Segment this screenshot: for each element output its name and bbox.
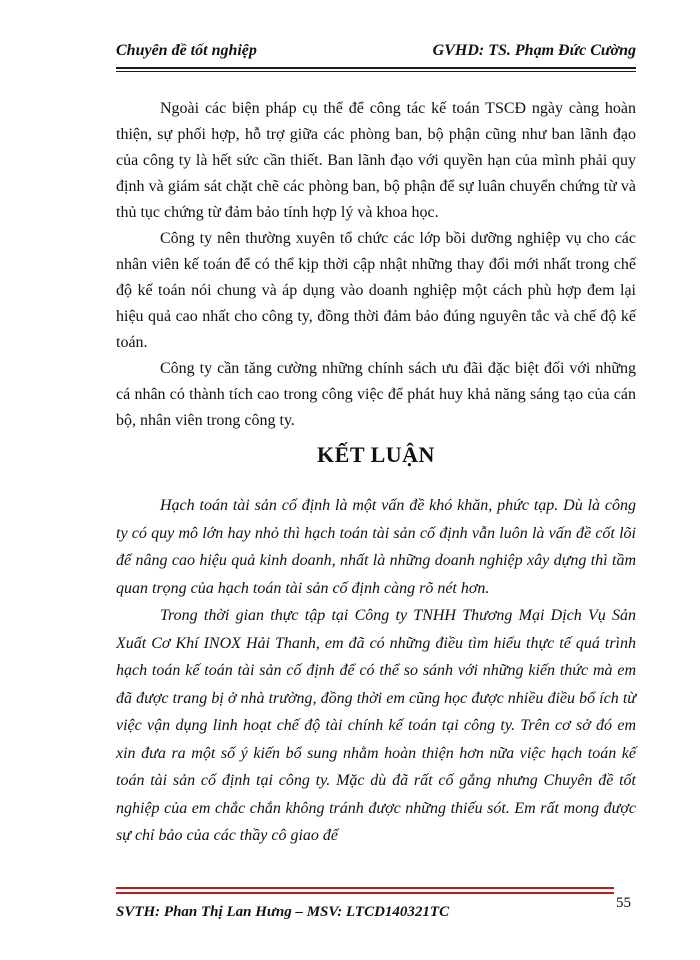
document-type-label: Chuyên đề tốt nghiệp — [116, 42, 257, 59]
page-number: 55 — [616, 895, 631, 911]
footer-rule — [116, 887, 614, 889]
page-body — [116, 96, 636, 850]
conclusion-heading: KẾT LUẬN — [317, 442, 435, 467]
conclusion-paragraph-1: Hạch toán tài sản cố định là một vấn đề khó khăn, phức tạp. Dù là công ty có quy mô lớn hay nhỏ thì hạch toán tài sản cố định vẫn luôn là vấn đề cốt lõi để nâng cao hiệu quả kinh doanh, nhất là những doanh nghiệp xây dựng thì tầm quan trọng của hạch toán tài sản cố định càng rõ nét hơn. — [116, 497, 636, 597]
header-rule — [116, 67, 636, 69]
page-header — [116, 38, 636, 68]
body-paragraph-1: Ngoài các biện pháp cụ thể để công tác kế toán TSCĐ ngày càng hoàn thiện, sự phối hợp, hỗ trợ giữa các phòng ban, bộ phận cũng như ban lãnh đạo của công ty là hết sức cần thiết. Ban lãnh đạo với quyền hạn của mình phải quy định và giám sát chặt chẽ các phòng ban, bộ phận để sự luân chuyển chứng từ và thủ tục chứng từ đảm bảo tính hợp lý và khoa học. — [116, 100, 636, 221]
supervisor-label: GVHD: TS. Phạm Đức Cường — [432, 42, 636, 59]
body-paragraph-3: Công ty cần tăng cường những chính sách ưu đãi đặc biệt đối với những cá nhân có thành tích cao trong công việc để phát huy khả năng sáng tạo của cán bộ, nhân viên trong công ty. — [116, 360, 636, 429]
student-info: SVTH: Phan Thị Lan Hưng – MSV: LTCD140321TC — [116, 904, 450, 920]
conclusion-paragraph-2: Trong thời gian thực tập tại Công ty TNHH Thương Mại Dịch Vụ Sản Xuất Cơ Khí INOX Hải Thanh, em đã có những điều tìm hiểu thực tế quá trình hạch toán kế toán tài sản cố định để có thể so sánh với những kiến thức mà em đã được trang bị ở nhà trường, đồng thời em cũng học được nhiều điều bổ ích từ việc vận dụng linh hoạt chế độ tài chính kế toán tại công ty. Trên cơ sở đó em xin đưa ra một số ý kiến bổ sung nhằm hoàn thiện hơn nữa việc hạch toán kế toán tài sản cố định tại công ty. Mặc dù đã rất cố gắng nhưng Chuyên đề tốt nghiệp của em chắc chắn không tránh được những thiếu sót. Em rất mong được sự chỉ bảo của các thầy cô giao để — [116, 607, 636, 844]
footer-rule-second — [116, 892, 614, 894]
body-paragraph-2: Công ty nên thường xuyên tổ chức các lớp bồi dưỡng nghiệp vụ cho các nhân viên kế toán để có thể kịp thời cập nhật những thay đổi mới nhất trong chế độ kế toán nói chung và áp dụng vào doanh nghiệp một cách phù hợp đem lại hiệu quả cao nhất cho công ty, đồng thời đảm bảo đúng nguyên tắc và chế độ kế toán. — [116, 230, 636, 351]
header-rule-thin — [116, 71, 636, 72]
